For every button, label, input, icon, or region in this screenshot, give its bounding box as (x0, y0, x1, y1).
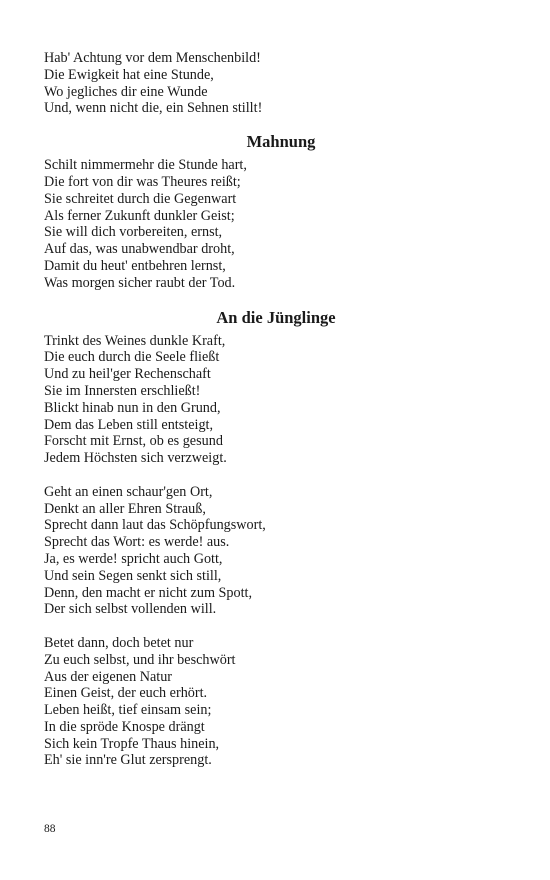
poem-juenglinge-stanza-2 (44, 484, 468, 618)
poem-line: Eh' sie inn're Glut zersprengt. (44, 752, 212, 769)
poem-line: Forscht mit Ernst, ob es gesund (44, 433, 223, 450)
poem-line: Jedem Höchsten sich verzweigt. (44, 450, 227, 467)
poem-line: Sich kein Tropfe Thaus hinein, (44, 735, 220, 752)
poem-juenglinge-stanza-3 (44, 635, 468, 769)
poem-line: Und sein Segen senkt sich still, (44, 567, 222, 584)
poem-line: Sprecht dann laut das Schöpfungswort, (44, 517, 266, 534)
poem-line: Und, wenn nicht die, ein Sehnen stillt! (44, 100, 263, 117)
page-number: 88 (44, 823, 56, 835)
page-body (44, 50, 468, 769)
stanza-gap (44, 467, 468, 484)
poem-line: Die fort von dir was Theures reißt; (44, 173, 241, 190)
poem-line: Denn, den macht er nicht zum Spott, (44, 584, 253, 601)
opening-stanza (44, 50, 468, 117)
poem-line: Einen Geist, der euch erhört. (44, 685, 208, 702)
poem-line: Die Ewigkeit hat eine Stunde, (44, 66, 214, 83)
poem-line: Der sich selbst vollenden will. (44, 601, 217, 618)
poem-line: Als ferner Zukunft dunkler Geist; (44, 207, 235, 224)
stanza-gap (44, 618, 468, 635)
poem-line: Hab' Achtung vor dem Menschenbild! (44, 50, 261, 66)
poem-line: Die euch durch die Seele fließt (44, 349, 220, 366)
poem-line: Sie schreitet durch die Gegenwart (44, 190, 237, 207)
poem-title-mahnung: Mahnung (246, 132, 316, 152)
poem-title-an-die-juenglinge: An die Jünglinge (216, 307, 336, 327)
poem-juenglinge-stanza-1 (44, 333, 468, 467)
poem-line: Aus der eigenen Natur (44, 668, 173, 685)
poem-line: Sie will dich vorbereiten, ernst, (44, 224, 223, 241)
poem-line: In die spröde Knospe drängt (44, 718, 205, 735)
poem-line: Dem das Leben still entsteigt, (44, 416, 214, 433)
poem-line: Geht an einen schaur'gen Ort, (44, 483, 213, 500)
poem-line: Betet dann, doch betet nur (44, 634, 194, 651)
poem-line: Trinkt des Weines dunkle Kraft, (44, 332, 226, 349)
poem-line: Zu euch selbst, und ihr beschwört (44, 651, 236, 668)
poem-line: Und zu heil'ger Rechenschaft (44, 366, 211, 383)
poem-line: Blickt hinab nun in den Grund, (44, 399, 221, 416)
poem-mahnung-stanza (44, 157, 468, 291)
poem-line: Ja, es werde! spricht auch Gott, (44, 550, 223, 567)
poem-line: Was morgen sicher raubt der Tod. (44, 274, 236, 291)
poem-line: Schilt nimmermehr die Stunde hart, (44, 157, 247, 174)
poem-line: Wo jegliches dir eine Wunde (44, 83, 208, 100)
poem-line: Auf das, was unabwendbar droht, (44, 241, 235, 258)
poem-line: Leben heißt, tief einsam sein; (44, 702, 212, 719)
poem-line: Denkt an aller Ehren Strauß, (44, 500, 206, 517)
poem-line: Sie im Innersten erschließt! (44, 382, 201, 399)
poem-line: Damit du heut' entbehren lernst, (44, 257, 226, 274)
poem-line: Sprecht das Wort: es werde! aus. (44, 534, 230, 551)
